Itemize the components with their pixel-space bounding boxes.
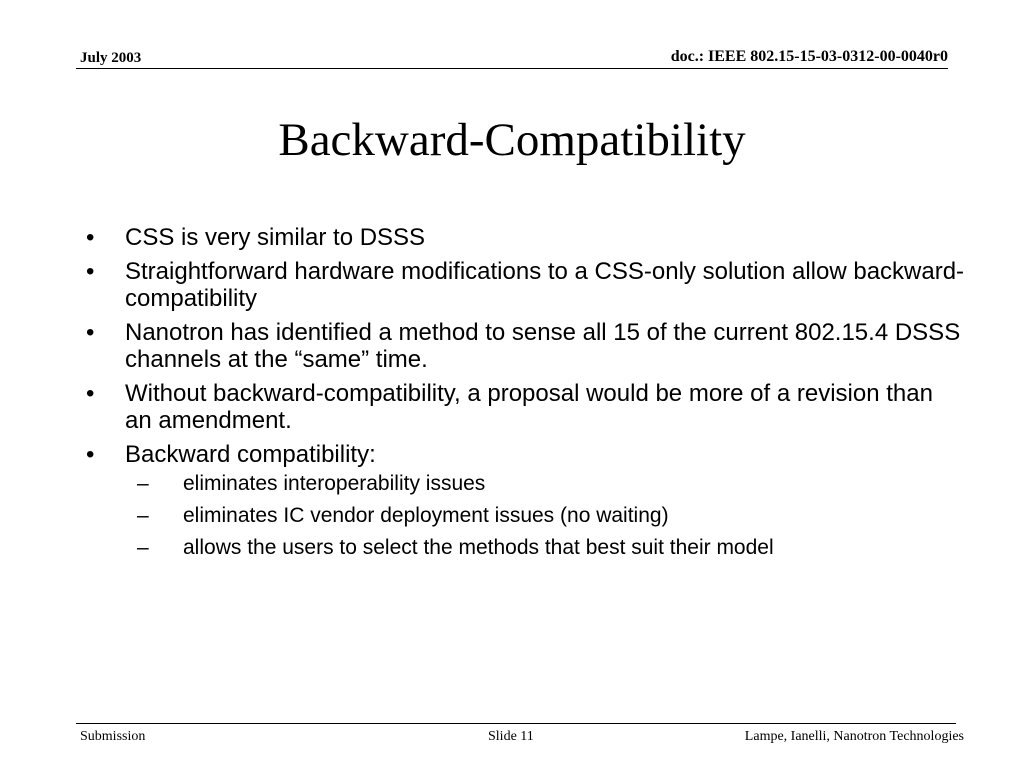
bullet-text: CSS is very similar to DSSS <box>125 224 426 251</box>
bullet-mark: • <box>86 258 95 285</box>
bullet-text: Straightforward hardware modifications to a CSS-only solution allow backward-compatibility <box>125 258 965 312</box>
bullet-text: Backward compatibility: <box>125 441 376 468</box>
bullet-mark: • <box>86 441 95 468</box>
bullet-item <box>86 441 966 560</box>
bullet-item <box>86 319 966 373</box>
header-date: July 2003 <box>80 50 142 66</box>
sub-bullet-mark: – <box>137 504 149 527</box>
bullet-item <box>86 380 966 434</box>
header-doc-id: doc.: IEEE 802.15-15-03-0312-00-0040r0 <box>670 48 948 65</box>
footer-slide-number: Slide 11 <box>488 729 534 744</box>
bullet-list <box>86 224 966 568</box>
sub-bullet-text: allows the users to select the methods that best suit their model <box>183 536 774 559</box>
bullet-text: Nanotron has identified a method to sense all 15 of the current 802.15.4 DSSS channels at the “same” time. <box>125 319 961 373</box>
bullet-item <box>86 258 966 312</box>
sub-bullet-text: eliminates IC vendor deployment issues (no waiting) <box>183 504 669 527</box>
bullet-item <box>86 224 966 251</box>
slide-title: Backward-Compatibility <box>278 114 746 166</box>
bullet-mark: • <box>86 380 95 407</box>
bullet-text: Without backward-compatibility, a proposal would be more of a revision than an amendment. <box>125 380 933 434</box>
sub-bullet-mark: – <box>137 472 149 495</box>
footer-rule <box>76 723 956 724</box>
sub-bullet-item <box>137 504 966 528</box>
sub-bullet-text: eliminates interoperability issues <box>183 472 486 495</box>
header-rule <box>76 68 948 69</box>
bullet-mark: • <box>86 224 95 251</box>
footer-submission: Submission <box>80 729 146 744</box>
footer-authors: Lampe, Ianelli, Nanotron Technologies <box>744 729 964 744</box>
sub-bullet-mark: – <box>137 536 149 559</box>
sub-bullet-list <box>125 472 966 560</box>
bullet-mark: • <box>86 319 95 346</box>
sub-bullet-item <box>137 536 966 560</box>
sub-bullet-item <box>137 472 966 496</box>
